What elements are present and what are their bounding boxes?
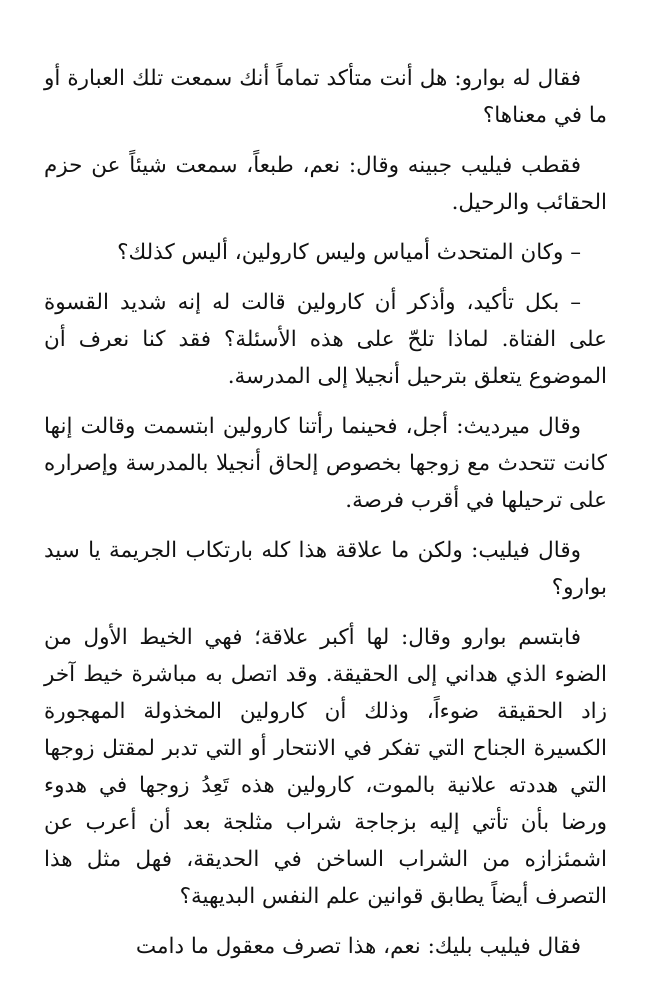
paragraph: وقال ميرديث: أجل، فحينما رأتنا كارولين ابتسمت وقالت إنها كانت تتحدث مع زوجها بخصوص إلحاق أنجيلا بالمدرسة وإصراره على ترحيلها في أقرب فرصة.	[44, 414, 607, 513]
paragraph: فقال له بوارو: هل أنت متأكد تماماً أنك سمعت تلك العبارة أو ما في معناها؟	[44, 66, 607, 128]
paragraph: فقال فيليب بليك: نعم، هذا تصرف معقول ما دامت	[135, 934, 581, 959]
paragraph: فقطب فيليب جبينه وقال: نعم، طبعاً، سمعت شيئاً عن حزم الحقائب والرحيل.	[44, 153, 607, 215]
paragraph: – وكان المتحدث أمياس وليس كارولين، أليس كذلك؟	[117, 240, 581, 265]
paragraph: وقال فيليب: ولكن ما علاقة هذا كله بارتكاب الجريمة يا سيد بوارو؟	[44, 538, 607, 600]
paragraph: – بكل تأكيد، وأذكر أن كارولين قالت له إنه شديد القسوة على الفتاة. لماذا تلحّ على هذه الأسئلة؟ فقد كنا نعرف أن الموضوع يتعلق بترحيل أنجيلا إلى المدرسة.	[44, 290, 607, 389]
paragraph: فابتسم بوارو وقال: لها أكبر علاقة؛ فهي الخيط الأول من الضوء الذي هداني إلى الحقيقة. وقد اتصل به مباشرة خيط آخر زاد الحقيقة ضوءاً، وذلك أن كارولين المخذولة المهجورة الكسيرة الجناح التي تفكر في الانتحار أو التي تدبر لمقتل زوجها التي هددته علانية بالموت، كارولين هذه تَعِدُ زوجها في هدوء ورضا بأن تأتي إليه بزجاجة شراب مثلجة بعد أن أعرب عن اشمئزازه من الشراب الساخن في الحديقة، فهل مثل هذا التصرف أيضاً يطابق قوانين علم النفس البديهية؟	[44, 625, 607, 909]
